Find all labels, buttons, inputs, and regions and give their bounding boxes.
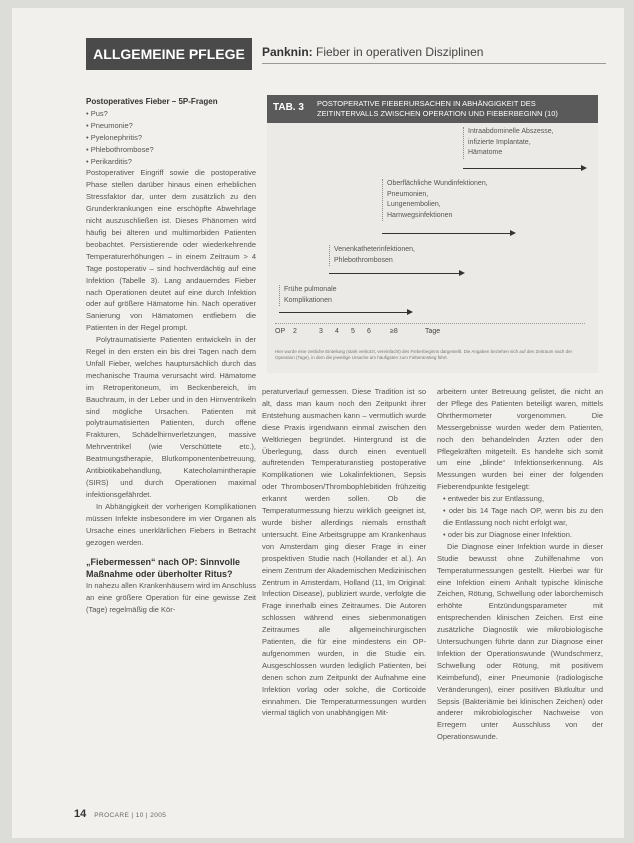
paragraph: In Abhängigkeit der vorherigen Komplikationen müssen Infekte insbesondere im vier Organen als Ursache eines unerklärlichen Fiebers in Betracht gezogen werden. [86, 501, 256, 547]
question-item: • Perikarditis? [86, 156, 132, 166]
cause-item: Komplikationen [284, 296, 332, 304]
header-title: Fieber in operativen Disziplinen [316, 45, 484, 59]
question-item: • Pyelonephritis? [86, 132, 142, 142]
middle-column [262, 386, 426, 719]
timeline-arrow [463, 168, 583, 169]
question-item: • Pneumonie? [86, 120, 133, 130]
paragraph: In nahezu allen Krankenhäusern wird im Anschluss an eine größere Operation für eine gewisse Zeit (Tage) regelmäßig die Kör- [86, 581, 256, 615]
timeline-arrow [279, 312, 409, 313]
cause-item: Harnwegsinfektionen [387, 211, 453, 219]
paragraph: arbeitern unter Betreuung gelistet, die nicht an der Pflege des Patienten beteiligt waren, mittels Ohrthermometer vorgenommen. Die Messergebnisse wurden weder dem Patienten, noch den behandelnden Ärzten oder den Pflegekräften mitgeteilt. Es handelte sich somit um eine „blinde“ Infektionserkennung. Als Messungen wurden bei einer der folgenden Fieberendpunkte festgelegt: [437, 387, 603, 492]
list-item: • oder bis zur Diagnose einer Infektion. [443, 529, 603, 541]
timeline-arrow [329, 273, 461, 274]
list-item: • oder bis 14 Tage nach OP, wenn bis zu den die Entlassung noch nicht erfolgt war, [443, 505, 603, 529]
axis-tick: 6 [367, 328, 371, 335]
paragraph: Polytraumatisierte Patienten entwickeln in der Regel in den ersten ein bis drei Tagen nach dem Unfall Fieber, welches hauptursächlich durch das mechanische Trauma verursacht wird. Hämatome im Retroperitoneum, im Beckenbereich, im Bauchraum, in der Leber und in den Hirnventrikeln sind mögliche Ursachen. Patienten mit polytraumatisierten Patienten, durch offene Frakturen, Schädelhirnverletzungen, massive Mehrventrikel (wie Verschüttete etc.), Beatmungstherapie, Blutkomponentenbetreuung, Antibiotikabehandlung, Katecholamintherapie (SIRS) und durch Operationen maximal infektionsgefährdet. [86, 335, 256, 499]
paragraph: peraturverlauf gemessen. Diese Tradition ist so alt, dass man kaum noch den Zeitpunkt ihrer Entstehung ausmachen kann – vermutlich wurde diese Praxis irgendwann einmal zwischen den Weltkriegen begründet. Hintergrund ist die Überlegung, dass durch einen eventuell auftretenden Temperaturanstieg postoperative Komplikationen wie Lokalinfektionen, Sepsis oder Thrombosen/Thrombophlebitiden frühzeitig erkannt werden sollen. Ob die Temperaturmessung hierzu wirklich geeignet ist, wurde bisher allerdings niemals ernsthaft untersucht. Eine Arbeitsgruppe am Krankenhaus von Amsterdam ging dieser Frage in einer prospektiven Studie nach (Hollander et al.). An einem Zentrum der Akademischen Medizinischen Zentrum in Amsterdam, Holland (11, Im Original: Infection Disease), publiziert wurde, verfolgte die Frage innerhalb eines Zeitraumes. Die Autoren schlossen während eines siebenmonatigen Zeitraumes alle allgemeinchirurgischen Patienten, die für eine mindestens ein OP-aufgenommen wurden, in die Studie ein. Ausgeschlossen wurden lediglich Patienten, bei denen schon zum Zeitpunkt der Aufnahme eine Infektion vorlag oder solche, die Corticoide einnahmen. Die Temperaturmessungen wurden viermal täglich von unabhängigen Mit- [262, 387, 426, 718]
cause-item: Oberflächliche Wundinfektionen, [387, 180, 488, 187]
box-heading: „Fiebermessen“ nach OP: Sinnvolle Maßnahme oder überholter Ritus? [86, 557, 241, 580]
page-footer [74, 808, 166, 820]
page-number: 14 [74, 808, 87, 820]
cause-item: Frühe pulmonale [284, 286, 337, 293]
axis-tick: ≥8 [390, 328, 398, 335]
cause-group-catheter [329, 245, 415, 266]
question-item: • Phlebothrombose? [86, 144, 154, 154]
question-item: • Pus? [86, 108, 108, 118]
paragraph: Postoperativer Eingriff sowie die postoperative Phase stellen darüber hinaus einen erheblichen Stressfaktor dar, unter dem zusätzlich zu den Grunderkrankungen eine erschöpfte Abwehrlage nicht auszuschließen ist. Dieses Phänomen wird häufig bei älteren und multimorbiden Patienten beobachtet. Persistierende oder wiederkehrende Temperaturerhöhungen – in einem Zeitraum > 4 Tage postoperativ – sind hochverdächtig auf eine Infektion (Tabelle 3). Lang andauerndes Fieber nach Operationen deutet auf eine durch Infektion oder auf größere Hämatome hin. Nach operativer Sanierung von Hämatomen entfiebern die Patienten in der Regel prompt. [86, 168, 256, 333]
timeline-arrow [382, 233, 512, 234]
axis-tick: 3 [319, 328, 323, 335]
cause-item: infizierte Implantate, [468, 138, 531, 146]
section-label: ALLGEMEINE PFLEGE [86, 38, 252, 70]
axis-tick: OP [275, 328, 286, 335]
axis-tick: 5 [351, 328, 355, 335]
cause-item: Venenkatheterinfektionen, [334, 246, 415, 253]
header-divider [262, 63, 606, 64]
cause-item: Intraabdominelle Abszesse, [468, 128, 554, 135]
cause-item: Phlebothrombosen [334, 256, 393, 264]
list-item: • entweder bis zur Entlassung, [443, 493, 603, 505]
cause-item: Lungenembolien, [387, 201, 441, 208]
cause-group-abscess [463, 127, 554, 159]
axis-tick: Tage [425, 328, 441, 335]
axis-tick: 4 [335, 328, 339, 335]
cause-item: Hämatome [468, 149, 503, 156]
journal-page [12, 8, 624, 838]
cause-group-wound [382, 179, 488, 221]
table-title: POSTOPERATIVE FIEBERURSACHEN IN ABHÄNGIGKEIT DES ZEITINTERVALLS ZWISCHEN OPERATION UND FIEBERBEGINN (10) [317, 99, 558, 118]
header-author: Panknin: [262, 45, 313, 59]
cause-group-early [279, 285, 337, 306]
left-column [86, 96, 256, 616]
table-body [267, 123, 598, 373]
cause-item: Pneumonien, [387, 190, 429, 198]
article-header [262, 45, 483, 59]
subheading-5p: Postoperatives Fieber – 5P-Fragen [86, 97, 218, 106]
journal-name: PROCARE | 10 | 2005 [94, 812, 167, 819]
table-label: TAB. 3 [273, 102, 304, 113]
endpoint-list [437, 493, 603, 541]
table-source-note: Hier wurde eine zeitliche Einteilung (stark verkürzt, vereinfacht) des Fieberbeginns dargestellt. Die Angaben beziehen sich auf den Zeitraum nach der Operation (Tage), in dem die jeweilige Ursache am häufigsten zum Fieberanstieg führt. [275, 349, 573, 360]
table-header [267, 95, 598, 123]
axis-line [275, 323, 585, 324]
right-column [437, 386, 603, 743]
paragraph: Die Diagnose einer Infektion wurde in dieser Studie bewusst ohne Zuhilfenahme von Temperaturmessungen gestellt. Hierbei war für eine Infektion einem Anhalt typische klinische Zeichen, Rötung, Schwellung oder laborchemisch erhöhte Entzündungsparameter mit entsprechenden klinischen Zeichen. Erst eine zusätzliche Diagnostik wie mikrobiologische Untersuchungen führte dann zur Diagnose einer Infektion der Operationswunde (Wundschmerz, Schwellung oder Rötung, mit positivem Keimbefund), einer Pneumonie (radiologische Veränderungen), einer positiven Blutkultur und Sepsis (Bakteriämie bei klinischen Zeichen) oder anderer mikrobiologischer Nachweise von Erregern unter Ausschluss von der Operationswunde. [437, 541, 603, 742]
axis-tick: 2 [293, 328, 297, 335]
